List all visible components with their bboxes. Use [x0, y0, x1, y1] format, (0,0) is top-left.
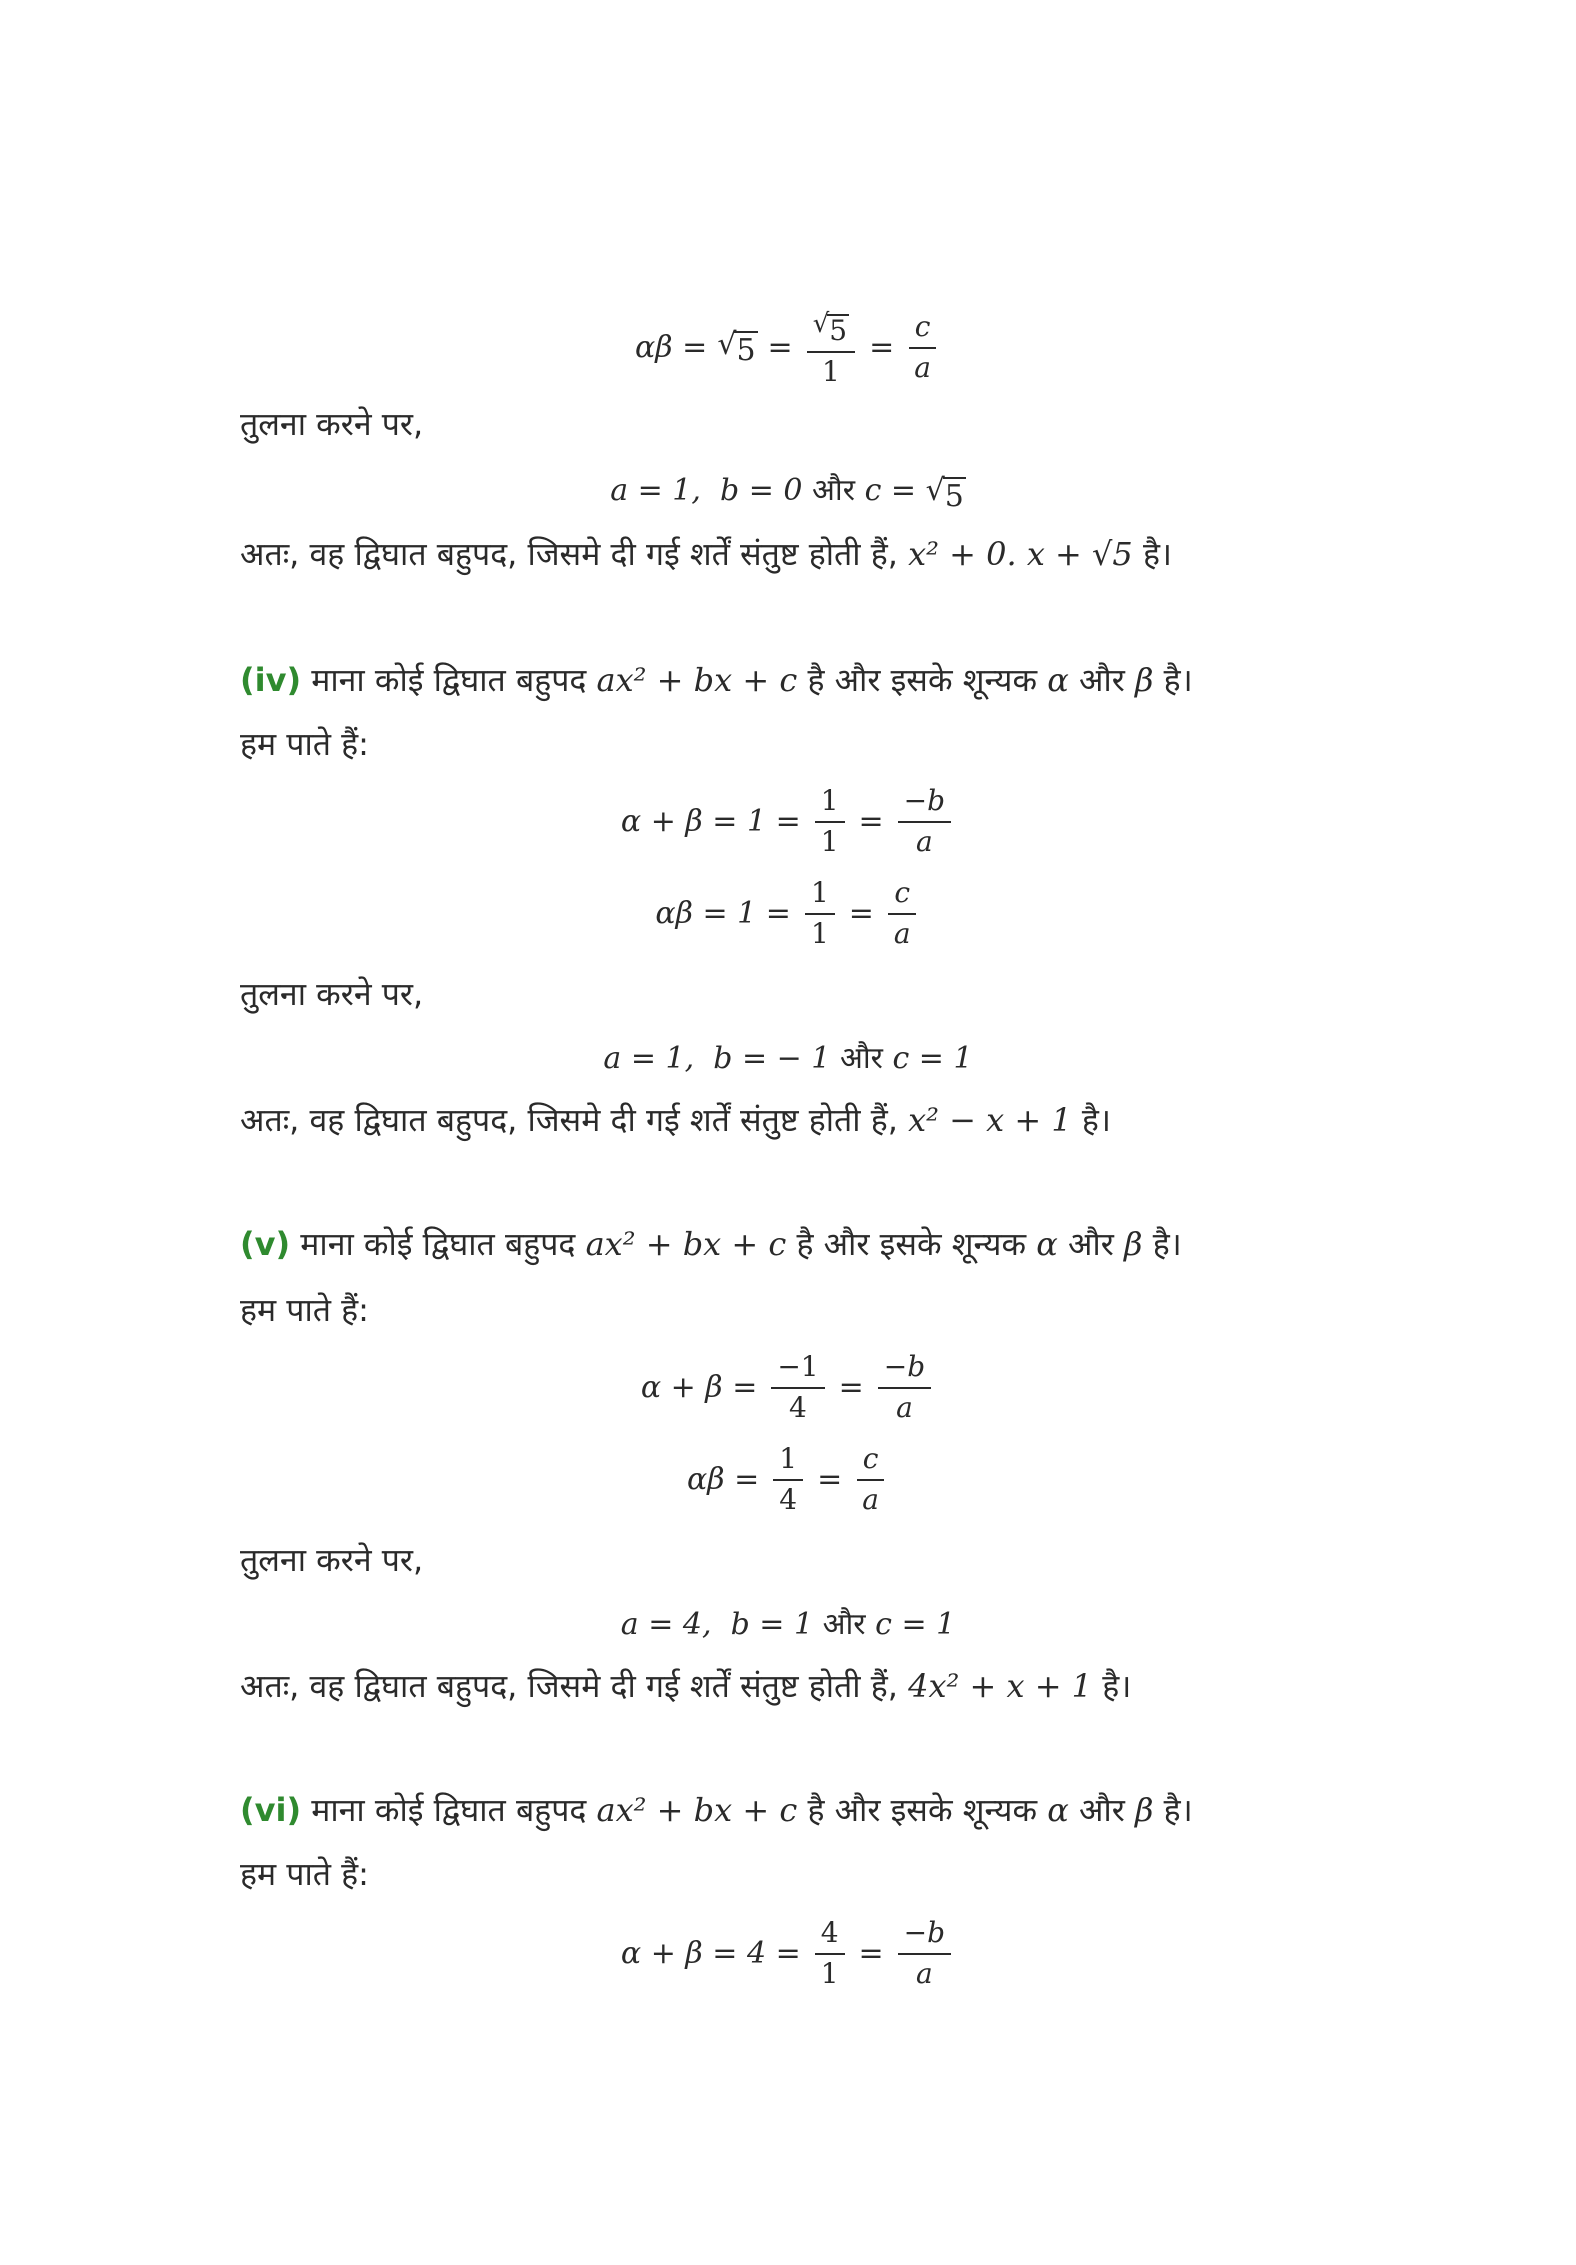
compare-text: तुलना करने पर, — [240, 405, 424, 443]
fraction: $\frac{1}{4}$ — [773, 1444, 803, 1516]
sqrt-value: 5 — [736, 333, 756, 369]
fraction: $\frac{-1}{4}$ — [771, 1352, 824, 1424]
fraction: $\frac{4}{1}$ — [815, 1918, 845, 1990]
conclusion-line: अतः, वह द्विघात बहुपद, जिसमे दी गई शर्तें संतुष्ट होती हैं, x² + 0. x + √5 है। — [240, 535, 1173, 573]
sum-equation: α + β = $\frac{-1}{4}$ = $\frac{-b}{a}$ — [0, 1352, 1576, 1424]
product-equation: αβ = √ 5 = √ 5 1 = $\frac{c}{a}$ — [0, 308, 1576, 388]
compare-text: तुलना करने पर, — [240, 975, 424, 1013]
compare-text: तुलना करने पर, — [240, 1541, 424, 1579]
part-label: (v) — [240, 1225, 291, 1263]
fraction: $\frac{1}{1}$ — [815, 786, 845, 858]
we-get-text: हम पाते हैं: — [240, 1291, 369, 1329]
we-get-text: हम पाते हैं: — [240, 1855, 369, 1893]
product-equation: αβ = $\frac{1}{4}$ = $\frac{c}{a}$ — [0, 1444, 1576, 1516]
coefficients-line: a = 1, b = 0 और c = √ 5 — [610, 473, 964, 514]
fraction: $\frac{c}{a}$ — [888, 878, 917, 950]
question-vi-intro: (vi) माना कोई द्विघात बहुपद ax² + bx + c है और इसके शून्यक α और β है। — [240, 1791, 1193, 1829]
fraction: $\frac{1}{1}$ — [805, 878, 835, 950]
product-lhs: αβ = — [635, 330, 708, 366]
question-v-intro: (v) माना कोई द्विघात बहुपद ax² + bx + c है और इसके शून्यक α और β है। — [240, 1225, 1182, 1263]
fraction: $\frac{-b}{a}$ — [898, 1918, 951, 1990]
result-polynomial: x² + 0. x + √5 — [908, 535, 1133, 573]
we-get-text: हम पाते हैं: — [240, 725, 369, 763]
coefficients-line: a = 1, b = − 1 और c = 1 — [603, 1041, 973, 1076]
fraction: $\frac{c}{a}$ — [908, 312, 937, 384]
part-label: (iv) — [240, 661, 302, 699]
sqrt-expression: √ 5 — [717, 327, 756, 369]
fraction: $\frac{-b}{a}$ — [878, 1352, 931, 1424]
conclusion-line: अतः, वह द्विघात बहुपद, जिसमे दी गई शर्तें संतुष्ट होती हैं, 4x² + x + 1 है। — [240, 1667, 1132, 1705]
sum-equation: α + β = 4 = $\frac{4}{1}$ = $\frac{-b}{a}$ — [0, 1918, 1576, 1990]
coefficients-line: a = 4, b = 1 और c = 1 — [620, 1607, 956, 1642]
fraction: $\frac{-b}{a}$ — [898, 786, 951, 858]
result-polynomial: 4x² + x + 1 — [908, 1667, 1093, 1705]
question-iv-intro: (iv) माना कोई द्विघात बहुपद ax² + bx + c है और इसके शून्यक α और β है। — [240, 661, 1193, 699]
part-label: (vi) — [240, 1791, 302, 1829]
conclusion-line: अतः, वह द्विघात बहुपद, जिसमे दी गई शर्तें संतुष्ट होती हैं, x² − x + 1 है। — [240, 1101, 1111, 1139]
sum-equation: α + β = 1 = $\frac{1}{1}$ = $\frac{-b}{a}$ — [0, 786, 1576, 858]
fraction: √ 5 1 — [807, 308, 855, 388]
fraction: $\frac{c}{a}$ — [856, 1444, 885, 1516]
product-equation: αβ = 1 = $\frac{1}{1}$ = $\frac{c}{a}$ — [0, 878, 1576, 950]
result-polynomial: x² − x + 1 — [908, 1101, 1072, 1139]
